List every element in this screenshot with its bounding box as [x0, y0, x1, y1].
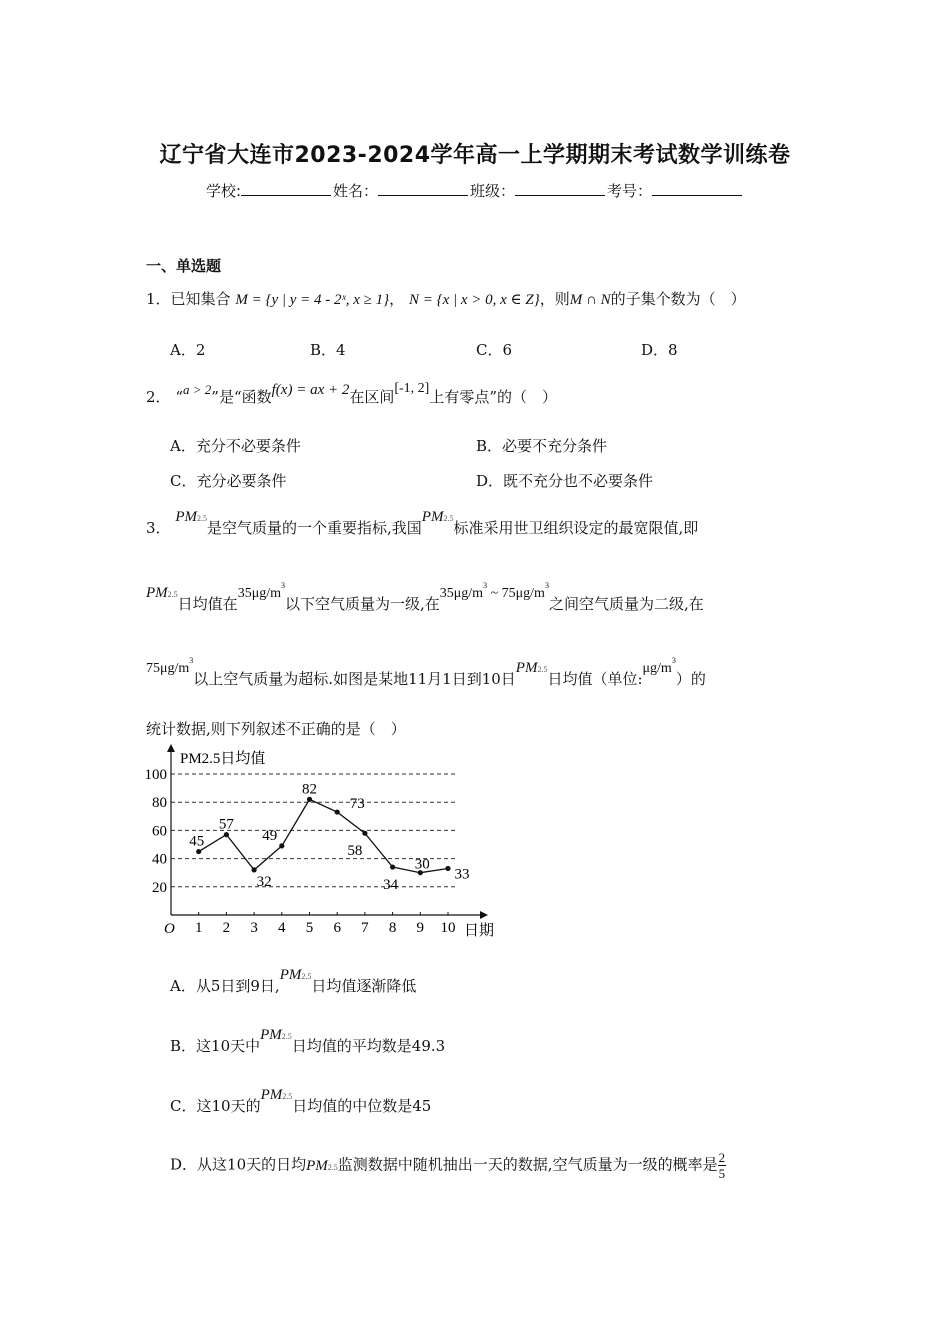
chart-data-labels: [189, 781, 469, 893]
probability-fraction: $\frac{2}{5}$: [718, 1150, 726, 1181]
q1-post2: 的子集个数为（ ）: [610, 290, 746, 308]
data-point-6: [335, 809, 340, 814]
data-label-2: 57: [218, 816, 234, 833]
q3-pm-3: PM2.5: [146, 585, 178, 601]
q3-l2a: 日均值在: [177, 595, 238, 613]
number-blank[interactable]: [652, 181, 742, 196]
school-label: 学校:: [205, 182, 241, 200]
number-label: 考号：: [607, 182, 653, 200]
x-tick-label-4: 4: [278, 920, 286, 936]
x-tick-label-5: 5: [305, 920, 314, 936]
q1-set-m: M = {y | y = 4 - 2ˣ, x ≥ 1}: [235, 292, 390, 308]
data-label-8: 34: [383, 877, 399, 894]
y-tick-label-100: 100: [144, 767, 167, 783]
q3-unit: $\mu g/m^3$: [642, 656, 676, 676]
data-label-5: 82: [302, 781, 317, 798]
q3-opt-c-pm: PM2.5: [260, 1087, 293, 1103]
class-blank[interactable]: [515, 181, 605, 196]
data-label-10: 33: [454, 866, 470, 883]
data-point-3: [252, 867, 257, 872]
section-heading: 一、单选题: [146, 257, 222, 275]
school-blank[interactable]: [241, 181, 331, 196]
q2-condition: a > 2: [183, 382, 212, 397]
data-point-8: [390, 864, 395, 869]
x-tick-label-6: 6: [333, 920, 341, 936]
q1-post1: ，则: [539, 290, 570, 308]
q2-mid2: 在区间: [349, 388, 395, 406]
q2-option-b[interactable]: B．必要不充分条件: [476, 437, 608, 455]
q3-l1b: 标准采用世卫组织设定的最宽限值,即: [453, 519, 699, 537]
y-tick-label-40: 40: [152, 851, 167, 868]
y-tick-label-60: 60: [152, 823, 167, 840]
q3-v35-75: $35\mu g/m^3$ ~ $75\mu g/m^3$: [439, 581, 549, 601]
data-point-10: [445, 866, 450, 871]
q3-option-b[interactable]: B．这10天中PM2.5日均值的平均数是49.3: [170, 1027, 446, 1055]
y-axis-arrow: [167, 744, 175, 752]
question-2: [146, 381, 558, 407]
data-point-5: [307, 797, 312, 802]
q1-expr: M ∩ N: [569, 292, 611, 308]
q3-opt-a-pm: PM2.5: [279, 967, 312, 983]
q3-l3b: 日均值（单位:: [547, 670, 643, 688]
q3-l1a: 是空气质量的一个重要指标,我国: [207, 519, 422, 537]
q3-line-1: [146, 509, 699, 538]
q2-post: 上有零点”的（ ）: [429, 388, 558, 406]
data-label-4: 49: [262, 827, 278, 844]
x-tick-label-3: 3: [250, 920, 258, 936]
data-label-7: 58: [347, 843, 363, 860]
data-label-1: 45: [189, 833, 205, 850]
y-tick-label-80: 80: [152, 795, 167, 812]
question-1: [146, 288, 746, 309]
data-point-2: [224, 832, 229, 837]
q2-function: f(x) = ax + 2: [271, 382, 350, 398]
q2-number: 2．: [146, 388, 171, 406]
q2-option-c[interactable]: C．充分必要条件: [170, 472, 287, 490]
q3-option-a[interactable]: A．从5日到9日,PM2.5日均值逐渐降低: [170, 967, 417, 995]
q2-mid: ”是“函数: [211, 388, 272, 406]
q1-option-c[interactable]: C．6: [476, 341, 513, 359]
x-tick-label-8: 8: [388, 920, 397, 936]
x-tick-label-1: 1: [194, 920, 203, 936]
x-axis-arrow: [480, 911, 488, 919]
q3-pm-2: PM2.5: [421, 509, 454, 525]
pm25-series-line: [199, 799, 448, 872]
name-label: 姓名：: [333, 182, 379, 200]
q3-l2b: 以下空气质量为一级,在: [284, 595, 440, 613]
chart-series: [196, 797, 451, 876]
q3-v75: $75\mu g/m^3$: [146, 656, 194, 676]
q1-option-d[interactable]: D．8: [641, 341, 678, 359]
q3-line-3: [146, 656, 706, 689]
q1-option-b[interactable]: B．4: [310, 341, 346, 359]
class-label: 班级：: [470, 182, 516, 200]
student-info-line: [0, 180, 950, 201]
chart-axes: [167, 744, 488, 919]
q2-open: “: [175, 388, 183, 406]
q3-l2c: 之间空气质量为二级,在: [548, 595, 704, 613]
q2-option-a[interactable]: A．充分不必要条件: [170, 437, 301, 455]
q3-opt-b-pm: PM2.5: [260, 1027, 292, 1043]
q1-pre: 已知集合: [170, 290, 231, 308]
data-label-9: 30: [414, 856, 430, 873]
q1-number: 1．: [146, 290, 171, 308]
q2-option-d[interactable]: D．既不充分也不必要条件: [476, 472, 654, 490]
pm25-line-chart: [140, 744, 510, 944]
q3-option-c[interactable]: C．这10天的PM2.5日均值的中位数是45: [170, 1087, 432, 1115]
origin-label: O: [164, 921, 175, 937]
chart-title: PM2.5日均值: [180, 751, 266, 767]
page-title: 辽宁省大连市2023-2024学年高一上学期期末考试数学训练卷: [159, 143, 791, 168]
q3-line-4: 统计数据,则下列叙述不正确的是（ ）: [146, 720, 406, 738]
x-tick-label-10: 10: [440, 920, 456, 936]
q1-option-a[interactable]: A．2: [170, 341, 206, 359]
chart-ticks: [145, 767, 456, 936]
q3-line-2: [146, 581, 704, 614]
data-point-7: [362, 831, 367, 836]
q3-pm-1: PM2.5: [175, 509, 207, 525]
data-label-3: 32: [256, 873, 272, 890]
q3-option-d[interactable]: D．从这10天的日均PM2.5监测数据中随机抽出一天的数据,空气质量为一级的概率是 $\frac{2}{5}$: [170, 1150, 726, 1181]
name-blank[interactable]: [378, 181, 468, 196]
q3-pm-4: PM2.5: [515, 660, 548, 676]
data-label-6: 73: [349, 796, 365, 813]
q3-l3a: 以上空气质量为超标.如图是某地11月1日到10日: [193, 670, 516, 688]
q3-opt-d-pm: PM2.5: [306, 1157, 338, 1174]
q1-comma: ，: [389, 290, 405, 308]
x-tick-label-7: 7: [361, 920, 369, 936]
q3-v35: $35\mu g/m^3$: [237, 581, 285, 601]
data-point-4: [279, 843, 284, 848]
q3-number: 3．: [146, 519, 171, 537]
q2-interval: [-1, 2]: [394, 381, 430, 396]
q3-l3c: ）的: [675, 670, 706, 688]
x-axis-label: 日期: [464, 923, 495, 939]
x-tick-label-2: 2: [222, 920, 231, 936]
data-point-1: [196, 849, 201, 854]
y-tick-label-20: 20: [152, 879, 167, 896]
x-tick-label-9: 9: [416, 920, 425, 936]
q1-set-n: N = {x | x > 0, x ∈ Z}: [408, 292, 540, 308]
